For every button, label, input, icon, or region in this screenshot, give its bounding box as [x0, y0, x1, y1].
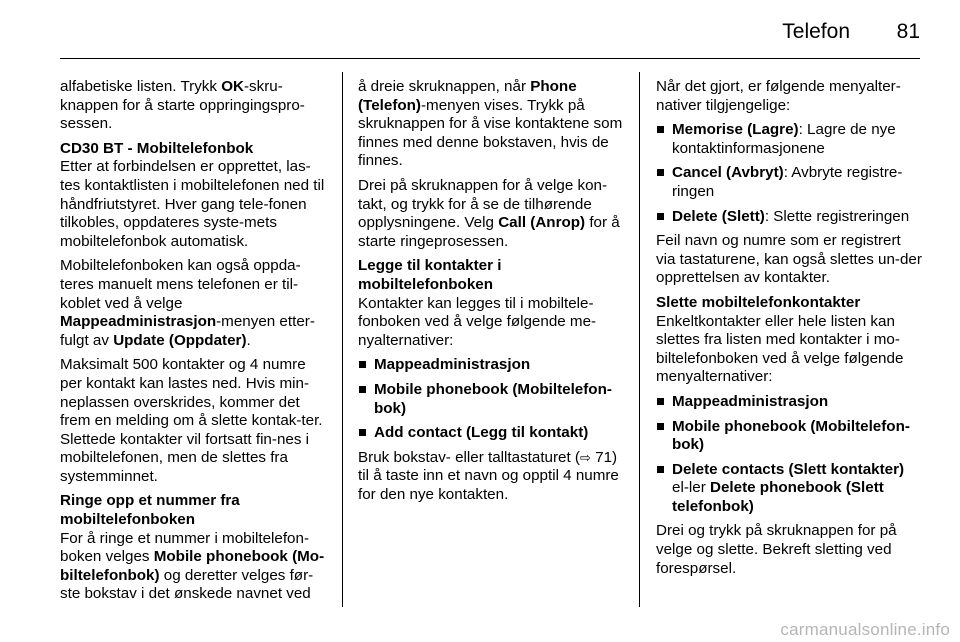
list-item: Memorise (Lagre): Lagre de nye kontaktinformasjonene [656, 121, 922, 158]
list-item: Mappeadministrasjon [358, 356, 624, 375]
bullet-square-icon [657, 169, 664, 176]
bullet-square-icon [657, 126, 664, 133]
header-rule [60, 58, 920, 59]
page-number: 81 [896, 20, 920, 43]
watermark-text: carmanualsonline.info [780, 620, 950, 639]
bullet-square-icon [657, 213, 664, 220]
column-divider-1 [342, 72, 343, 607]
list-item: Add contact (Legg til kontakt) [358, 424, 624, 443]
paragraph: Mobiltelefonboken kan også oppda-teres manuelt mens telefonen er til-koblet ved å velge Mappeadministrasjon-menyen etter-fulgt av Update (Oppdater). [60, 257, 315, 349]
paragraph: alfabetiske listen. Trykk OK-skru-knappen for å starte oppringingspro-sessen. [60, 78, 305, 133]
page-title: Telefon [782, 20, 850, 43]
page-header [60, 20, 920, 54]
column-3 [656, 78, 922, 584]
paragraph: Kontakter kan legges til i mobiltele-fonboken ved å velge følgende me-nyalternativer: [358, 294, 597, 349]
column-divider-2 [639, 72, 640, 607]
paragraph: å dreie skruknappen, når Phone (Telefon)-menyen vises. Trykk på skruknappen for å vise kontaktene som finnes med denne bokstaven, hvis de finnes. [358, 78, 623, 170]
list-item: Delete contacts (Slett kontakter) el-ler Delete phonebook (Slett telefonbok) [656, 461, 922, 517]
paragraph: Etter at forbindelsen er opprettet, las-tes kontaktlisten i mobiltelefonen ned til håndfriutstyret. Hver gang tele-fonen tilkobles, oppdateres syste-mets mobiltelefonbok automatisk. [60, 158, 325, 250]
list-item: Delete (Slett): Slette registreringen [656, 208, 922, 227]
list-item: Mobile phonebook (Mobiltelefon-bok) [358, 381, 624, 418]
section-heading-legge-til: Legge til kontakter i mobiltelefonboken [358, 257, 502, 293]
paragraph: For å ringe et nummer i mobiltelefon-boken velges Mobile phonebook (Mo-biltelefonbok) og deretter velges før-ste bokstav i det ønskede navnet ved [60, 529, 325, 603]
bullet-square-icon [657, 423, 664, 430]
bullet-square-icon [657, 466, 664, 473]
bullet-square-icon [359, 386, 366, 393]
paragraph: Enkeltkontakter eller hele listen kan slettes fra listen med kontakter i mo-biltelefonboken ved å velge følgende menyalternativer: [656, 312, 904, 386]
column-2 [358, 78, 624, 510]
section-heading-slette: Slette mobiltelefonkontakter [656, 293, 861, 311]
paragraph: Bruk bokstav- eller talltastaturet (⇨ 71) til å taste inn et navn og opptil 4 numre for den nye kontakten. [358, 448, 619, 503]
paragraph: Feil navn og numre som er registrert via tastaturene, kan også slettes un-der opprettelsen av kontakter. [656, 232, 922, 287]
paragraph: Drei og trykk på skruknappen for på velge og slette. Bekreft sletting ved forespørsel. [656, 522, 897, 577]
bullet-square-icon [359, 361, 366, 368]
list-item: Mobile phonebook (Mobiltelefon-bok) [656, 418, 922, 455]
list-item: Mappeadministrasjon [656, 393, 922, 412]
list-item: Cancel (Avbryt): Avbryte registre-ringen [656, 164, 922, 201]
section-heading-cd30: CD30 BT - Mobiltelefonbok [60, 139, 254, 157]
paragraph: Maksimalt 500 kontakter og 4 numre per kontakt kan lastes ned. Hvis min-neplassen overskrides, kommer det frem en melding om å slette kontak-ter. Slettede kontakter vil fortsatt fin-nes i mobiltelefonen, men de slettes fra systemminnet. [60, 356, 323, 485]
page-reference-arrow-icon: ⇨ [580, 449, 591, 465]
column-1 [60, 78, 328, 610]
paragraph: Drei på skruknappen for å velge kon-takt, og trykk for å se de tilhørende opplysningene. Velg Call (Anrop) for å starte ringeprosessen. [358, 176, 620, 250]
section-heading-ringe-opp: Ringe opp et nummer fra mobiltelefonboken [60, 492, 240, 529]
bullet-square-icon [657, 398, 664, 405]
paragraph: Når det gjort, er følgende menyalter-nativer tilgjengelige: [656, 78, 901, 114]
bullet-square-icon [359, 429, 366, 436]
